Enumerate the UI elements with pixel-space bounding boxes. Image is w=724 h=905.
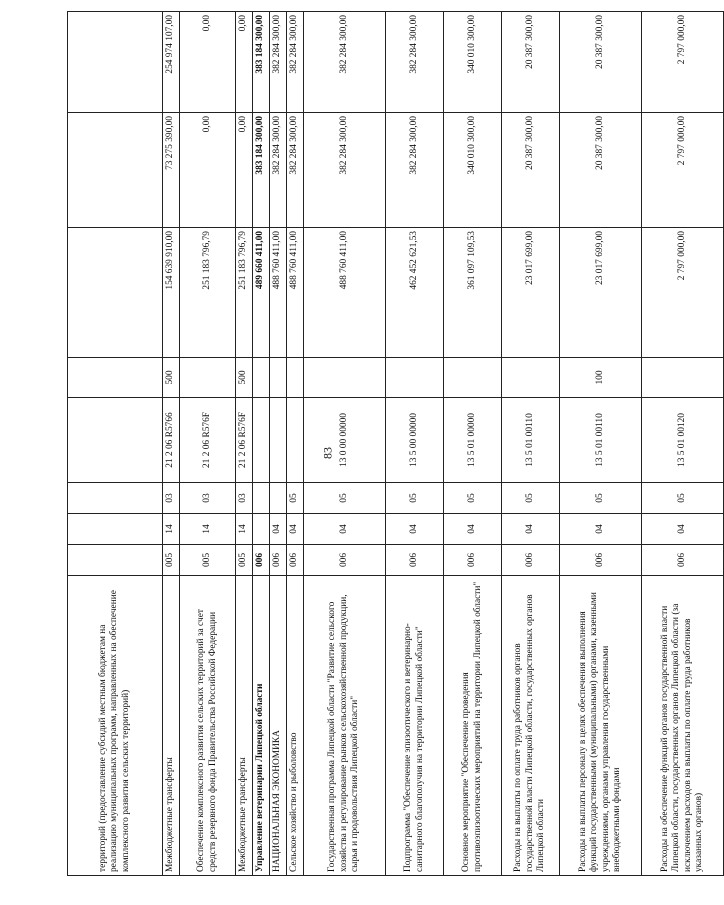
amount-year2-cell: 20 387 300,00 [502, 113, 560, 228]
row-name-cell: Сельское хозяйство и рыболовство [287, 576, 304, 876]
glava-code-cell: 006 [444, 545, 502, 576]
subsection-code-cell: 03 [163, 483, 180, 514]
amount-year2-cell [68, 113, 163, 228]
expense-type-cell [180, 358, 236, 398]
expense-type-cell [642, 358, 724, 398]
amount-year3-cell: 382 284 300,00 [270, 12, 287, 113]
expense-type-cell: 100 [560, 358, 642, 398]
target-article-cell: 21 2 06 R5766 [163, 398, 180, 483]
section-code-cell: 14 [180, 514, 236, 545]
glava-code-cell: 005 [236, 545, 253, 576]
glava-code-cell: 006 [386, 545, 444, 576]
amount-year1-cell: 488 760 411,00 [304, 228, 386, 358]
row-name-cell: Расходы на выплаты по оплате труда работников органов государственной власти Липецкой области, государственных органов Липецкой области [502, 576, 560, 876]
target-article-cell [287, 398, 304, 483]
expense-type-cell [68, 358, 163, 398]
amount-year3-cell: 0,00 [180, 12, 236, 113]
amount-year1-cell: 488 760 411,00 [287, 228, 304, 358]
amount-year2-cell: 382 284 300,00 [287, 113, 304, 228]
table-row [642, 12, 724, 876]
section-code-cell: 04 [270, 514, 287, 545]
amount-year3-cell: 2 797 000,00 [642, 12, 724, 113]
amount-year2-cell: 20 387 300,00 [560, 113, 642, 228]
target-article-cell: 13 5 01 00110 [502, 398, 560, 483]
amount-year3-cell: 254 974 107,00 [163, 12, 180, 113]
target-article-cell: 13 5 01 00120 [642, 398, 724, 483]
glava-code-cell: 006 [642, 545, 724, 576]
section-code-cell: 14 [236, 514, 253, 545]
subsection-code-cell: 03 [180, 483, 236, 514]
glava-code-cell: 006 [270, 545, 287, 576]
amount-year1-cell: 488 760 411,00 [270, 228, 287, 358]
target-article-cell: 13 5 01 00000 [444, 398, 502, 483]
expense-type-cell [253, 358, 270, 398]
row-name-cell: Управление ветеринарии Липецкой области [253, 576, 270, 876]
table-row [236, 12, 253, 876]
expense-type-cell [386, 358, 444, 398]
target-article-cell: 13 5 01 00110 [560, 398, 642, 483]
row-name-cell: Межбюджетные трансферты [163, 576, 180, 876]
row-name-cell: НАЦИОНАЛЬНАЯ ЭКОНОМИКА [270, 576, 287, 876]
subsection-code-cell: 05 [560, 483, 642, 514]
amount-year1-cell: 361 097 109,53 [444, 228, 502, 358]
subsection-code-cell: 05 [386, 483, 444, 514]
amount-year1-cell: 2 797 000,00 [642, 228, 724, 358]
subsection-code-cell: 05 [287, 483, 304, 514]
table-row [444, 12, 502, 876]
section-code-cell [68, 514, 163, 545]
subsection-code-cell [68, 483, 163, 514]
glava-code-cell: 006 [253, 545, 270, 576]
table-row [270, 12, 287, 876]
subsection-code-cell: 03 [236, 483, 253, 514]
glava-code-cell: 006 [304, 545, 386, 576]
amount-year2-cell: 382 284 300,00 [386, 113, 444, 228]
amount-year2-cell: 382 284 300,00 [304, 113, 386, 228]
amount-year1-cell: 23 017 699,00 [560, 228, 642, 358]
amount-year3-cell: 383 184 300,00 [253, 12, 270, 113]
expense-type-cell [444, 358, 502, 398]
target-article-cell [270, 398, 287, 483]
amount-year2-cell: 340 010 300,00 [444, 113, 502, 228]
amount-year3-cell: 382 284 300,00 [287, 12, 304, 113]
amount-year2-cell: 383 184 300,00 [253, 113, 270, 228]
subsection-code-cell: 05 [304, 483, 386, 514]
expense-type-cell [287, 358, 304, 398]
amount-year2-cell: 0,00 [180, 113, 236, 228]
amount-year3-cell [68, 12, 163, 113]
amount-year1-cell: 251 183 796,79 [236, 228, 253, 358]
row-name-cell: Расходы на обеспечение функций органов государственной власти Липецкой области, государственных органов Липецкой области (за исключением расходов на выплаты по оплате труда работников указанных органов) [642, 576, 724, 876]
expense-type-cell [270, 358, 287, 398]
target-article-cell: 13 0 00 00000 [304, 398, 386, 483]
subsection-code-cell: 05 [502, 483, 560, 514]
table-row [287, 12, 304, 876]
amount-year1-cell: 23 017 699,00 [502, 228, 560, 358]
target-article-cell: 21 2 06 R576F [180, 398, 236, 483]
expense-type-cell: 500 [236, 358, 253, 398]
target-article-cell: 13 5 00 00000 [386, 398, 444, 483]
amount-year3-cell: 382 284 300,00 [304, 12, 386, 113]
glava-code-cell: 006 [560, 545, 642, 576]
budget-table [67, 11, 724, 876]
page-number: 83 [320, 447, 335, 459]
row-name-cell: территорий (предоставление субсидий местным бюджетам на реализацию муниципальных программ, направленных на обеспечение комплексного развития сельских территорий) [68, 576, 163, 876]
subsection-code-cell: 05 [642, 483, 724, 514]
section-code-cell: 04 [502, 514, 560, 545]
table-row [304, 12, 386, 876]
section-code-cell: 04 [642, 514, 724, 545]
table-row [253, 12, 270, 876]
glava-code-cell: 006 [287, 545, 304, 576]
target-article-cell [68, 398, 163, 483]
amount-year2-cell: 0,00 [236, 113, 253, 228]
expense-type-cell: 500 [163, 358, 180, 398]
section-code-cell: 04 [444, 514, 502, 545]
budget-table-sheet [67, 12, 704, 876]
target-article-cell: 21 2 06 R576F [236, 398, 253, 483]
target-article-cell [253, 398, 270, 483]
amount-year3-cell: 0,00 [236, 12, 253, 113]
subsection-code-cell [270, 483, 287, 514]
subsection-code-cell [253, 483, 270, 514]
amount-year1-cell: 462 452 621,53 [386, 228, 444, 358]
section-code-cell: 04 [287, 514, 304, 545]
section-code-cell: 04 [304, 514, 386, 545]
expense-type-cell [304, 358, 386, 398]
expense-type-cell [502, 358, 560, 398]
row-name-cell: Подпрограмма "Обеспечение эпизоотического и ветеринарно-санитарного благополучия на территории Липецкой области" [386, 576, 444, 876]
subsection-code-cell: 05 [444, 483, 502, 514]
table-row [163, 12, 180, 876]
amount-year1-cell: 489 660 411,00 [253, 228, 270, 358]
section-code-cell [253, 514, 270, 545]
amount-year1-cell [68, 228, 163, 358]
section-code-cell: 04 [560, 514, 642, 545]
amount-year3-cell: 20 387 300,00 [502, 12, 560, 113]
amount-year3-cell: 340 010 300,00 [444, 12, 502, 113]
table-row [180, 12, 236, 876]
row-name-cell: Расходы на выплаты персоналу в целях обеспечения выполнения функций государственными (муниципальными) органами, казенными учреждениями, органами управления государственными внебюджетными фондами [560, 576, 642, 876]
amount-year2-cell: 73 275 390,00 [163, 113, 180, 228]
row-name-cell: Основное мероприятие "Обеспечение проведения противоэпизоотических мероприятий на территории Липецкой области" [444, 576, 502, 876]
amount-year2-cell: 382 284 300,00 [270, 113, 287, 228]
section-code-cell: 14 [163, 514, 180, 545]
table-row [502, 12, 560, 876]
table-row [68, 12, 163, 876]
amount-year1-cell: 251 183 796,79 [180, 228, 236, 358]
row-name-cell: Межбюджетные трансферты [236, 576, 253, 876]
table-row [560, 12, 642, 876]
amount-year1-cell: 154 639 910,00 [163, 228, 180, 358]
section-code-cell: 04 [386, 514, 444, 545]
glava-code-cell [68, 545, 163, 576]
glava-code-cell: 006 [502, 545, 560, 576]
budget-table-body [68, 12, 724, 876]
amount-year2-cell: 2 797 000,00 [642, 113, 724, 228]
glava-code-cell: 005 [163, 545, 180, 576]
amount-year3-cell: 382 284 300,00 [386, 12, 444, 113]
amount-year3-cell: 20 387 300,00 [560, 12, 642, 113]
glava-code-cell: 005 [180, 545, 236, 576]
row-name-cell: Государственная программа Липецкой области "Развитие сельского хозяйства и регулирование рынков сельскохозяйственной продукции, сырья и продовольствия Липецкой области" [304, 576, 386, 876]
table-row [386, 12, 444, 876]
row-name-cell: Обеспечение комплексного развития сельских территорий за счет средств резервного фонда Правительства Российской Федерации [180, 576, 236, 876]
